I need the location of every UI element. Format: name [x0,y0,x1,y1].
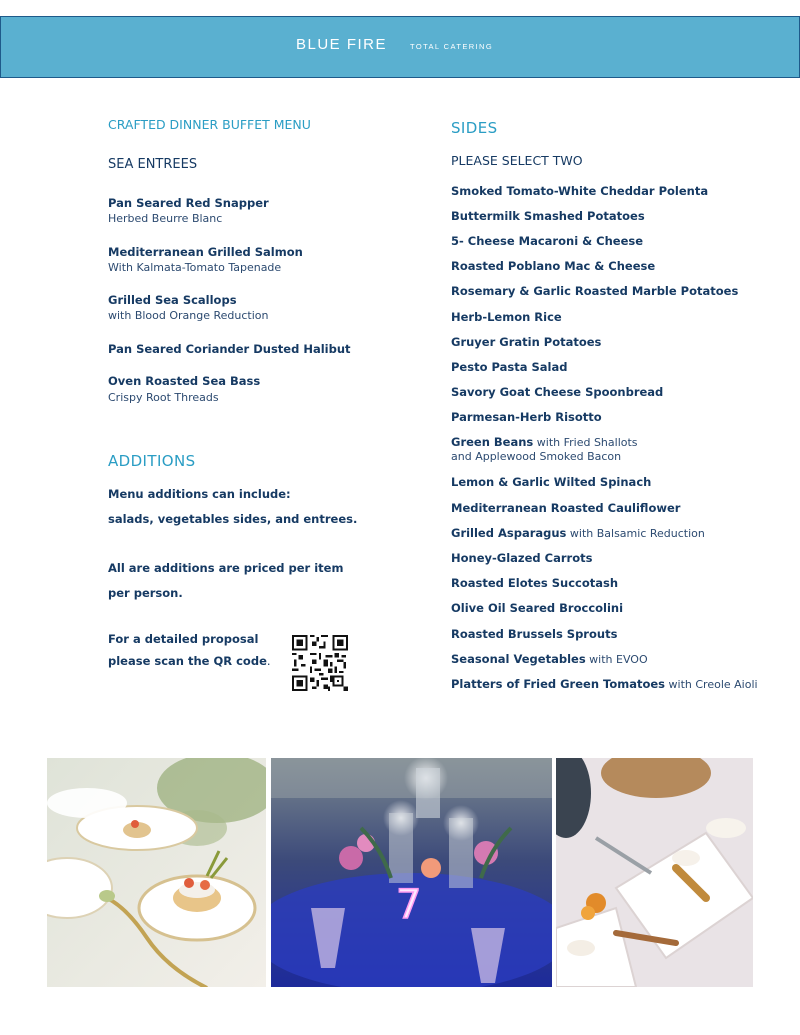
sea-entrees-heading: SEA ENTREES [108,157,198,172]
additions-heading: ADDITIONS [108,452,196,470]
side-item: Honey-Glazed Carrots [451,551,593,565]
menu-title: CRAFTED DINNER BUFFET MENU [108,117,311,132]
additions-text: per person. [108,586,183,600]
side-item: Buttermilk Smashed Potatoes [451,209,645,223]
proposal-text: please scan the QR code. [108,654,271,668]
side-item: Platters of Fried Green Tomatoes with Creole Aioli [451,677,758,691]
entree-desc: Crispy Root Threads [108,391,219,404]
entree-name: Oven Roasted Sea Bass [108,374,261,388]
side-item: Gruyer Gratin Potatoes [451,335,602,349]
entree-name: Pan Seared Coriander Dusted Halibut [108,342,351,356]
side-item: Seasonal Vegetables with EVOO [451,652,648,666]
photo-desserts [556,758,753,987]
side-item: 5- Cheese Macaroni & Cheese [451,234,644,248]
proposal-text: For a detailed proposal [108,632,259,646]
additions-text: Menu additions can include: [108,487,291,501]
side-item: Green Beans with Fried Shallots [451,435,638,449]
entree-desc: with Blood Orange Reduction [108,309,269,322]
side-item: Roasted Brussels Sprouts [451,627,618,641]
brand-tagline: TOTAL CATERING [410,42,494,51]
entree-name: Mediterranean Grilled Salmon [108,245,303,259]
entree-name: Grilled Sea Scallops [108,293,237,307]
side-item: Rosemary & Garlic Roasted Marble Potatoes [451,284,739,298]
qr-code[interactable] [292,635,348,691]
header-banner [0,16,800,78]
side-item: Herb-Lemon Rice [451,310,562,324]
brand-name: BLUE FIRE [296,36,388,53]
side-item: Grilled Asparagus with Balsamic Reduction [451,526,705,540]
side-item: Roasted Poblano Mac & Cheese [451,259,656,273]
sides-heading: SIDES [451,119,498,137]
side-item: Smoked Tomato-White Cheddar Polenta [451,184,709,198]
entree-desc: With Kalmata-Tomato Tapenade [108,261,282,274]
side-item: Pesto Pasta Salad [451,360,568,374]
svg-text:7: 7 [396,882,422,928]
entree-desc: Herbed Beurre Blanc [108,212,223,225]
photo-appetizers [47,758,266,987]
side-item: Roasted Elotes Succotash [451,576,619,590]
side-item: Savory Goat Cheese Spoonbread [451,385,664,399]
side-item-extra: and Applewood Smoked Bacon [451,450,622,463]
side-item: Mediterranean Roasted Cauliflower [451,501,681,515]
side-item: Lemon & Garlic Wilted Spinach [451,475,652,489]
sides-instruction: PLEASE SELECT TWO [451,153,583,168]
additions-text: All are additions are priced per item [108,561,344,575]
side-item: Olive Oil Seared Broccolini [451,601,624,615]
additions-text: salads, vegetables sides, and entrees. [108,512,358,526]
photo-centerpiece [271,758,552,987]
entree-name: Pan Seared Red Snapper [108,196,269,210]
side-item: Parmesan-Herb Risotto [451,410,602,424]
